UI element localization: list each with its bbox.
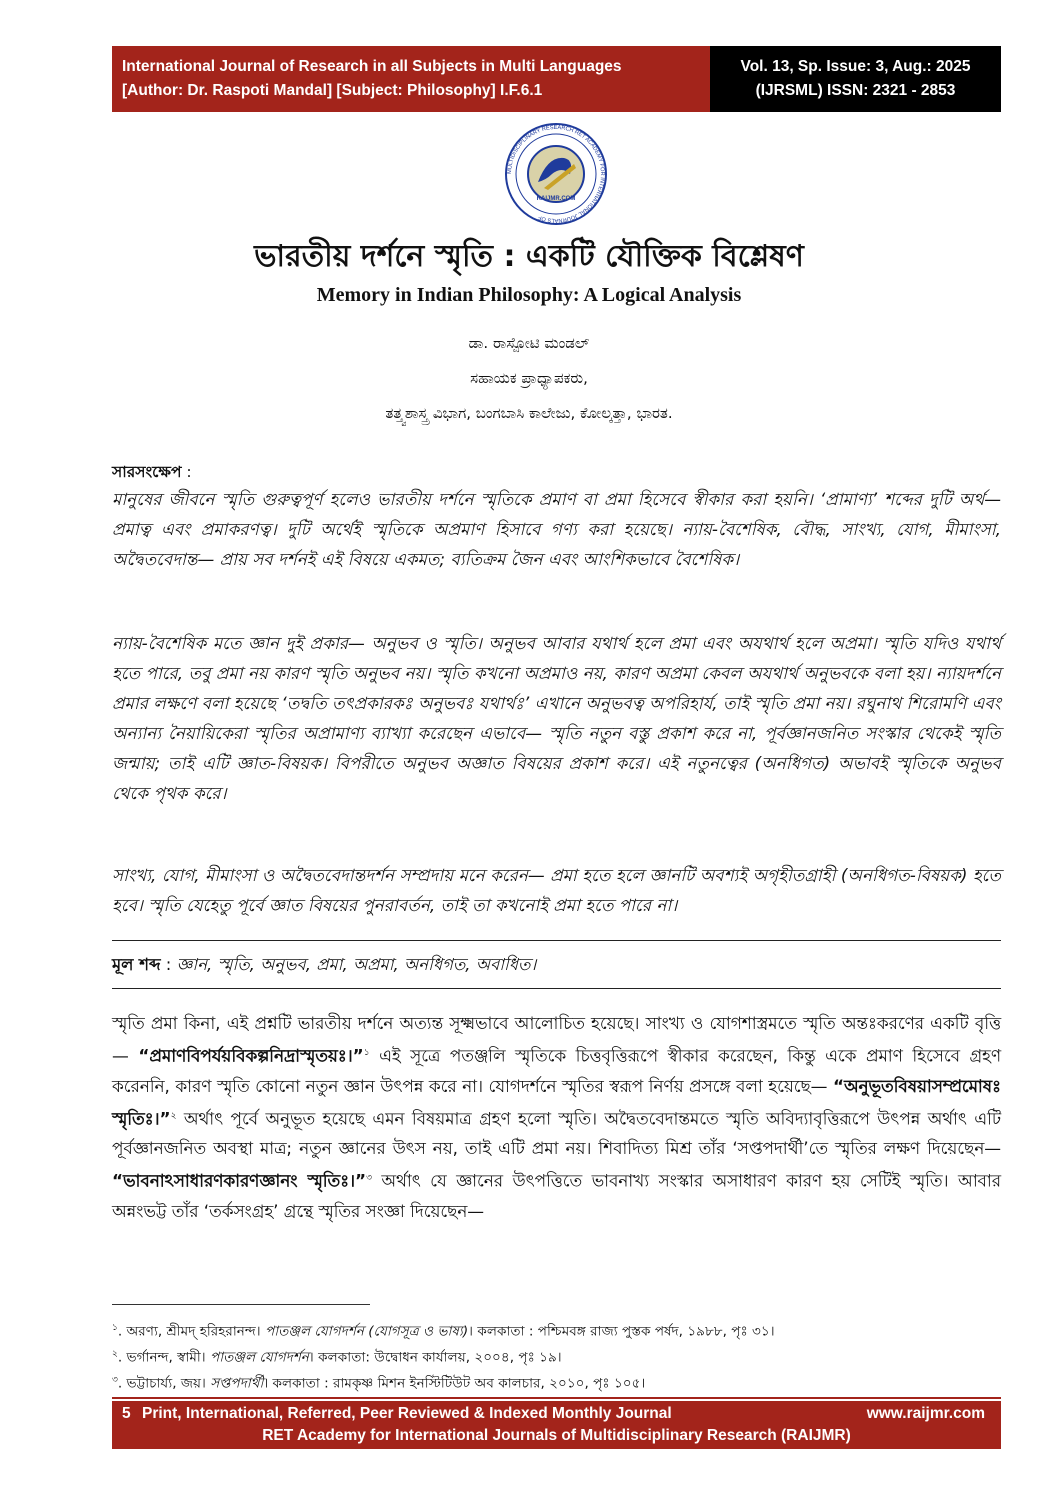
abstract-heading-text: সারসংক্ষেপ (112, 463, 182, 481)
quote-3: “ভাবনাঽসাধারণকারণজ্ঞানং স্মৃতিঃ।” (112, 1170, 367, 1191)
footnote-1-title: পাতঞ্জল যোগদর্শন (যোগসূত্র ও ভাষ্য) (264, 1323, 469, 1340)
abstract-paragraph-1: মানুষের জীবনে স্মৃতি গুরুত্বপূর্ণ হলেও ভারতীয় দর্শনে স্মৃতিকে প্রমাণ বা প্রমা হিসেবে স্বীকার করা হয়নি। ‘প্রামাণ্য’ শব্দের দুটি অর্থ— প্রমাত্ব এবং প্রমাকরণত্ব। দুটি অর্থেই স্মৃতিকে অপ্রমাণ হিসাবে গণ্য করা হয়েছে। ন্যায়-বৈশেষিক, বৌদ্ধ, সাংখ্য, যোগ, মীমাংসা, অদ্বৈতবেদান্ত— প্রায় সব দর্শনই এই বিষয়ে একমত; ব্যতিক্রম জৈন এবং আংশিকভাবে বৈশেষিক। (112, 489, 1001, 569)
keywords-text: জ্ঞান, স্মৃতি, অনুভব, প্রমা, অপ্রমা, অনধিগত, অবাধিত। (176, 955, 537, 974)
footnote-2-pre: . ভর্গানন্দ, স্বামী। (117, 1349, 210, 1366)
keywords-line (112, 952, 536, 979)
footnote-ref-3[interactable]: ৩ (366, 1173, 372, 1184)
author-name: ಡಾ. ರಾಸ್ಪೋಟಿ ಮಂಡಲ್ (468, 334, 590, 352)
page-number: 5 (122, 1405, 131, 1422)
volume-line: Vol. 13, Sp. Issue: 3, Aug.: 2025 (740, 58, 971, 75)
author-affiliation: ತತ್ತ್ವಶಾಸ್ತ್ರ ವಿಭಾಗ, ಬಂಗಬಾಸಿ ಕಾಲೇಜು, ಕೋಲ್ಕತ್ತಾ, ಭಾರತ. (385, 404, 673, 422)
journal-name: International Journal of Research in all Subjects in Multi Languages (122, 58, 622, 75)
svg-text:MULTIDISCIPLINARY RESEARCH RE: MULTIDISCIPLINARY RESEARCH RET ACADEMY FOR INTERNATIONAL JOURNALS OF (506, 124, 606, 224)
footnote-1-pre: . অরণ্য, শ্রীমদ্ হরিহরানন্দ। (117, 1323, 265, 1340)
footnote-3-pre: . ভট্টাচার্য্য, জয়। (117, 1375, 211, 1392)
body-text-2: এই সূত্রে পতঞ্জলি স্মৃতিকে চিত্তবৃত্তিরূপে স্বীকার করেছেন, কিন্তু একে প্রমাণ হিসেবে গ্রহণ করেননি, কারণ স্মৃতি কোনো নতুন জ্ঞান উৎপন্ন করে না। যোগদর্শনে স্মৃতির স্বরূপ নির্ণয় প্রসঙ্গে বলা হয়েছে— (112, 1045, 1001, 1096)
footnote-1-post: । কলকাতা : পশ্চিমবঙ্গ রাজ্য পুস্তক পর্ষদ, ১৯৮৮, পৃঃ ৩১। (468, 1323, 775, 1340)
header-right (710, 46, 1001, 112)
keywords-bottom-rule (112, 988, 1001, 989)
footer-website-link[interactable]: www.raijmr.com (866, 1405, 985, 1422)
title-bengali: ভারতীয় দর্শনে স্মৃতি : একটি যৌক্তিক বিশ্লেষণ (254, 239, 804, 274)
quote-2: “অনুভূতবিষয়াসম্প্রমোষঃ স্মৃতিঃ।” (112, 1075, 1001, 1129)
footnote-2-title: পাতঞ্জল যোগদর্শন (209, 1349, 309, 1366)
footnote-1 (112, 1320, 1012, 1344)
keywords-top-rule (112, 940, 1001, 941)
footnote-ref-2[interactable]: ২ (170, 1110, 177, 1121)
svg-text:RAIJMR.COM: RAIJMR.COM (536, 196, 576, 202)
body-paragraph (112, 1008, 1001, 1226)
title-english: Memory in Indian Philosophy: A Logical Analysis (316, 284, 742, 306)
keywords-colon: : (160, 955, 177, 974)
journal-logo (504, 122, 608, 226)
footnote-3 (112, 1372, 1012, 1396)
abstract-paragraph-3: সাংখ্য, যোগ, মীমাংসা ও অদ্বৈতবেদান্তদর্শন সম্প্রদায় মনে করেন— প্রমা হতে হলে জ্ঞানটি অবশ্যই অগৃহীতগ্রাহী (অনধিগত-বিষয়ক) হতে হবে। স্মৃতি যেহেতু পূর্বে জ্ঞাত বিষয়ের পুনরাবর্তন, তাই তা কখনোই প্রমা হতে পারে না। (112, 865, 1001, 915)
journal-header (112, 46, 1001, 112)
footer-publisher: RET Academy for International Journals of Multidisciplinary Research (RAIJMR) (262, 1427, 851, 1444)
footnote-3-number: ৩ (112, 1375, 118, 1385)
page-footer (112, 1401, 1001, 1449)
issn-line: (IJRSML) ISSN: 2321 - 2853 (755, 82, 956, 99)
footnote-2 (112, 1346, 1012, 1370)
footnote-3-title: সপ্তপদার্থী (210, 1375, 264, 1392)
body-text-4: অর্থাৎ যে জ্ঞানের উৎপত্তিতে ভাবনাখ্য সংস্কার অসাধারণ কারণ হয় সেটিই স্মৃতি। আবার অন্নংভট্ট তাঁর ‘তর্কসংগ্রহ’ গ্রন্থে স্মৃতির সংজ্ঞা দিয়েছেন— (112, 1170, 1001, 1221)
keywords-label: মূল শব্দ (112, 955, 161, 974)
footer-journal-description: Print, International, Referred, Peer Reviewed & Indexed Monthly Journal (142, 1405, 672, 1422)
footnote-2-number: ২ (112, 1349, 118, 1359)
body-text-3: অর্থাৎ পূর্বে অনুভূত হয়েছে এমন বিষয়মাত্র গ্রহণ হলো স্মৃতি। অদ্বৈতবেদান্তমতে স্মৃতি অবিদ্যাবৃত্তিরূপে উৎপন্ন অর্থাৎ এটি পূর্বজ্ঞানজনিত অবস্থা মাত্র; নতুন জ্ঞানের উৎস নয়, তাই এটি প্রমা নয়। শিবাদিত্য মিশ্র তাঁর ‘সপ্তপদার্থী’তে স্মৃতির লক্ষণ দিয়েছেন— (112, 1108, 1001, 1159)
quote-1: “প্রমাণবিপর্যয়বিকল্পনিদ্রাস্মৃতয়ঃ।” (138, 1045, 364, 1066)
header-left (112, 46, 710, 112)
author-designation: ಸಹಾಯಕ ಪ್ರಾಧ್ಯಾಪಕರು, (470, 369, 588, 387)
footnote-ref-1[interactable]: ১ (363, 1048, 370, 1058)
author-subject-line: [Author: Dr. Raspoti Mandal] [Subject: Philosophy] I.F.6.1 (122, 82, 543, 99)
footnote-3-post: । কলকাতা : রামকৃষ্ণ মিশন ইনস্টিটিউট অব কালচার, ২০১০, পৃঃ ১০৫। (263, 1375, 646, 1392)
footer-top-line (112, 1397, 1001, 1399)
footnote-separator (112, 1304, 370, 1305)
abstract-heading-colon: : (181, 463, 192, 481)
footnote-1-number: ১ (112, 1323, 118, 1333)
footnote-2-post: । কলকাতা: উদ্বোধন কার্যালয়, ২০০৪, পৃঃ ১৯। (308, 1349, 562, 1366)
body-text-1: স্মৃতি প্রমা কিনা, এই প্রশ্নটি ভারতীয় দর্শনে অত্যন্ত সূক্ষ্মভাবে আলোচিত হয়েছে। সাংখ্য ও যোগশাস্ত্রমতে স্মৃতি অন্তঃকরণের একটি বৃত্তি— (112, 1013, 1001, 1066)
abstract-heading (112, 460, 192, 486)
abstract-paragraph-2: ন্যায়-বৈশেষিক মতে জ্ঞান দুই প্রকার— অনুভব ও স্মৃতি। অনুভব আবার যথার্থ হলে প্রমা এবং অযথার্থ হলে অপ্রমা। স্মৃতি যদিও যথার্থ হতে পারে, তবু প্রমা নয় কারণ স্মৃতি অনুভব নয়। স্মৃতি কখনো অপ্রমাও নয়, কারণ অপ্রমা কেবল অযথার্থ অনুভবকে বলা হয়। ন্যায়দর্শনে প্রমার লক্ষণে বলা হয়েছে ‘তদ্বতি তৎপ্রকারকঃ অনুভবঃ যথার্থঃ’ এখানে অনুভবত্ব অপরিহার্য, তাই স্মৃতি প্রমা নয়। রঘুনাথ শিরোমণি এবং অন্যান্য নৈয়ায়িকেরা স্মৃতির অপ্রামাণ্য ব্যাখ্যা করেছেন এভাবে— স্মৃতি নতুন বস্তু প্রকাশ করে না, পূর্বজ্ঞানজনিত সংস্কার থেকেই স্মৃতি জন্মায়; তাই এটি জ্ঞাত-বিষয়ক। বিপরীতে অনুভব অজ্ঞাত বিষয়ের প্রকাশ করে। এই নতুনত্বের (অনধিগত) অভাবই স্মৃতিকে অনুভব থেকে পৃথক করে। (112, 633, 1001, 803)
